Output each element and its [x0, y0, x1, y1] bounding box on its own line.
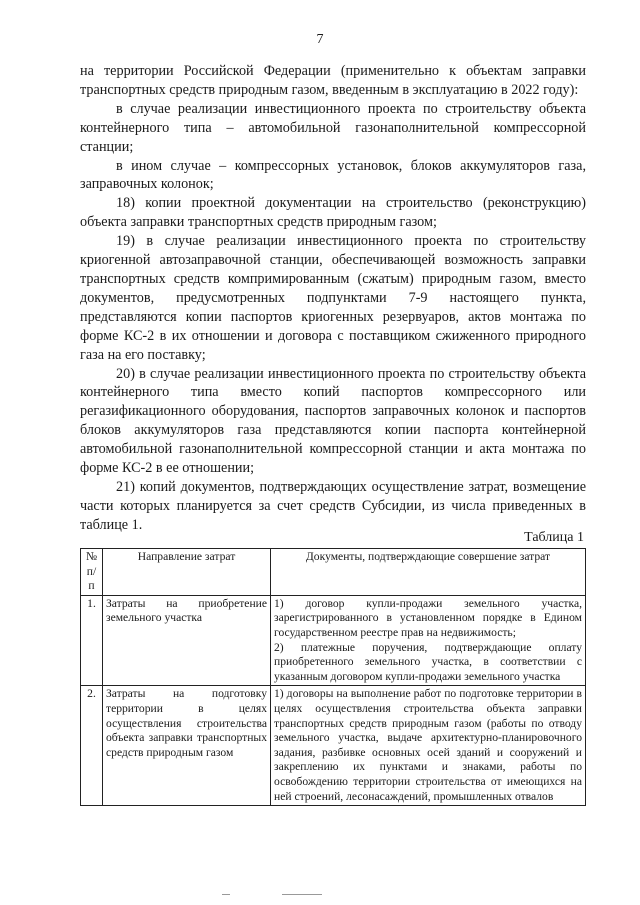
document-item: 1) договоры на выполнение работ по подготовке территории в целях осуществления строительства объекта заправки транспортных средств природным газом (работы по отводу земельного участка, выдаче архитектурно-планировочного задания, разбивке основных осей зданий и сооружений и закреплению их пунктами и знаками, работы по освобождению территории строительства от имеющихся на ней строений, лесонасаждений, промышленных отвалов [274, 687, 582, 803]
paragraph-other-case: в ином случае – компрессорных установок, блоков аккумуляторов газа, заправочных колонок; [80, 157, 586, 193]
paragraph-item-19: 19) в случае реализации инвестиционного проекта по строительству криогенной автозаправочной станции, обеспечивающей возможность заправки транспортных средств компримированным (сжатым) природным газом, вместо документов, предусмотренных подпунктами 7-9 настоящего пункта, представляются копии паспортов криогенных резервуаров, актов монтажа по форме КС-2 в их отношении и договора с поставщиком сжиженного природного газа на его поставку; [80, 233, 586, 363]
document-item: 2) платежные поручения, подтверждающие оплату приобретенного земельного участка, в соответствии с указанным договором купли-продажи земельного участка [274, 640, 582, 683]
scan-artifact [222, 894, 230, 895]
header-number: № п/п [81, 549, 103, 596]
paragraph-continuation: на территории Российской Федерации (применительно к объектам заправки транспортных средств природным газом, введенным в эксплуатацию в 2022 году): [80, 63, 586, 98]
paragraph-container-station: в случае реализации инвестиционного проекта по строительству объекта контейнерного типа – автомобильной газонаполнительной компрессорной станции; [80, 100, 586, 155]
scan-artifact [282, 894, 322, 895]
header-documents: Документы, подтверждающие совершение затрат [271, 549, 586, 596]
paragraph-item-21: 21) копий документов, подтверждающих осуществление затрат, возмещение части которых планируется за счет средств Субсидии, из числа приведенных в таблице 1. [80, 478, 586, 533]
document-item: 1) договор купли-продажи земельного участка, зарегистрированного в установленном порядке в Едином государственном реестре прав на недвижимость; [274, 596, 582, 639]
table-caption: Таблица 1 [524, 530, 584, 545]
row-number: 1. [81, 595, 103, 686]
paragraph-item-18: 18) копии проектной документации на строительство (реконструкцию) объекта заправки транспортных средств природным газом; [80, 195, 586, 231]
row-documents [271, 686, 586, 806]
paragraph-item-20: 20) в случае реализации инвестиционного проекта по строительству объекта контейнерного типа вместо копий паспортов компрессорного или регазификационного оборудования, паспортов заправочных колонок и паспортов блоков аккумуляторов газа представляются копии паспорта контейнерной автомобильной газонаполнительной компрессорной станции и акта монтажа по форме КС-2 в ее отношении; [80, 365, 586, 477]
row-number: 2. [81, 686, 103, 806]
body-text [80, 62, 586, 535]
header-direction: Направление затрат [103, 549, 271, 596]
table-row [81, 595, 586, 686]
costs-table [80, 548, 586, 806]
row-direction: Затраты на приобретение земельного участка [103, 595, 271, 686]
table-header-row [81, 549, 586, 596]
row-documents [271, 595, 586, 686]
row-direction: Затраты на подготовку территории в целях осуществления строительства объекта заправки транспортных средств природным газом [103, 686, 271, 806]
table-row [81, 686, 586, 806]
page-number: 7 [316, 32, 324, 47]
